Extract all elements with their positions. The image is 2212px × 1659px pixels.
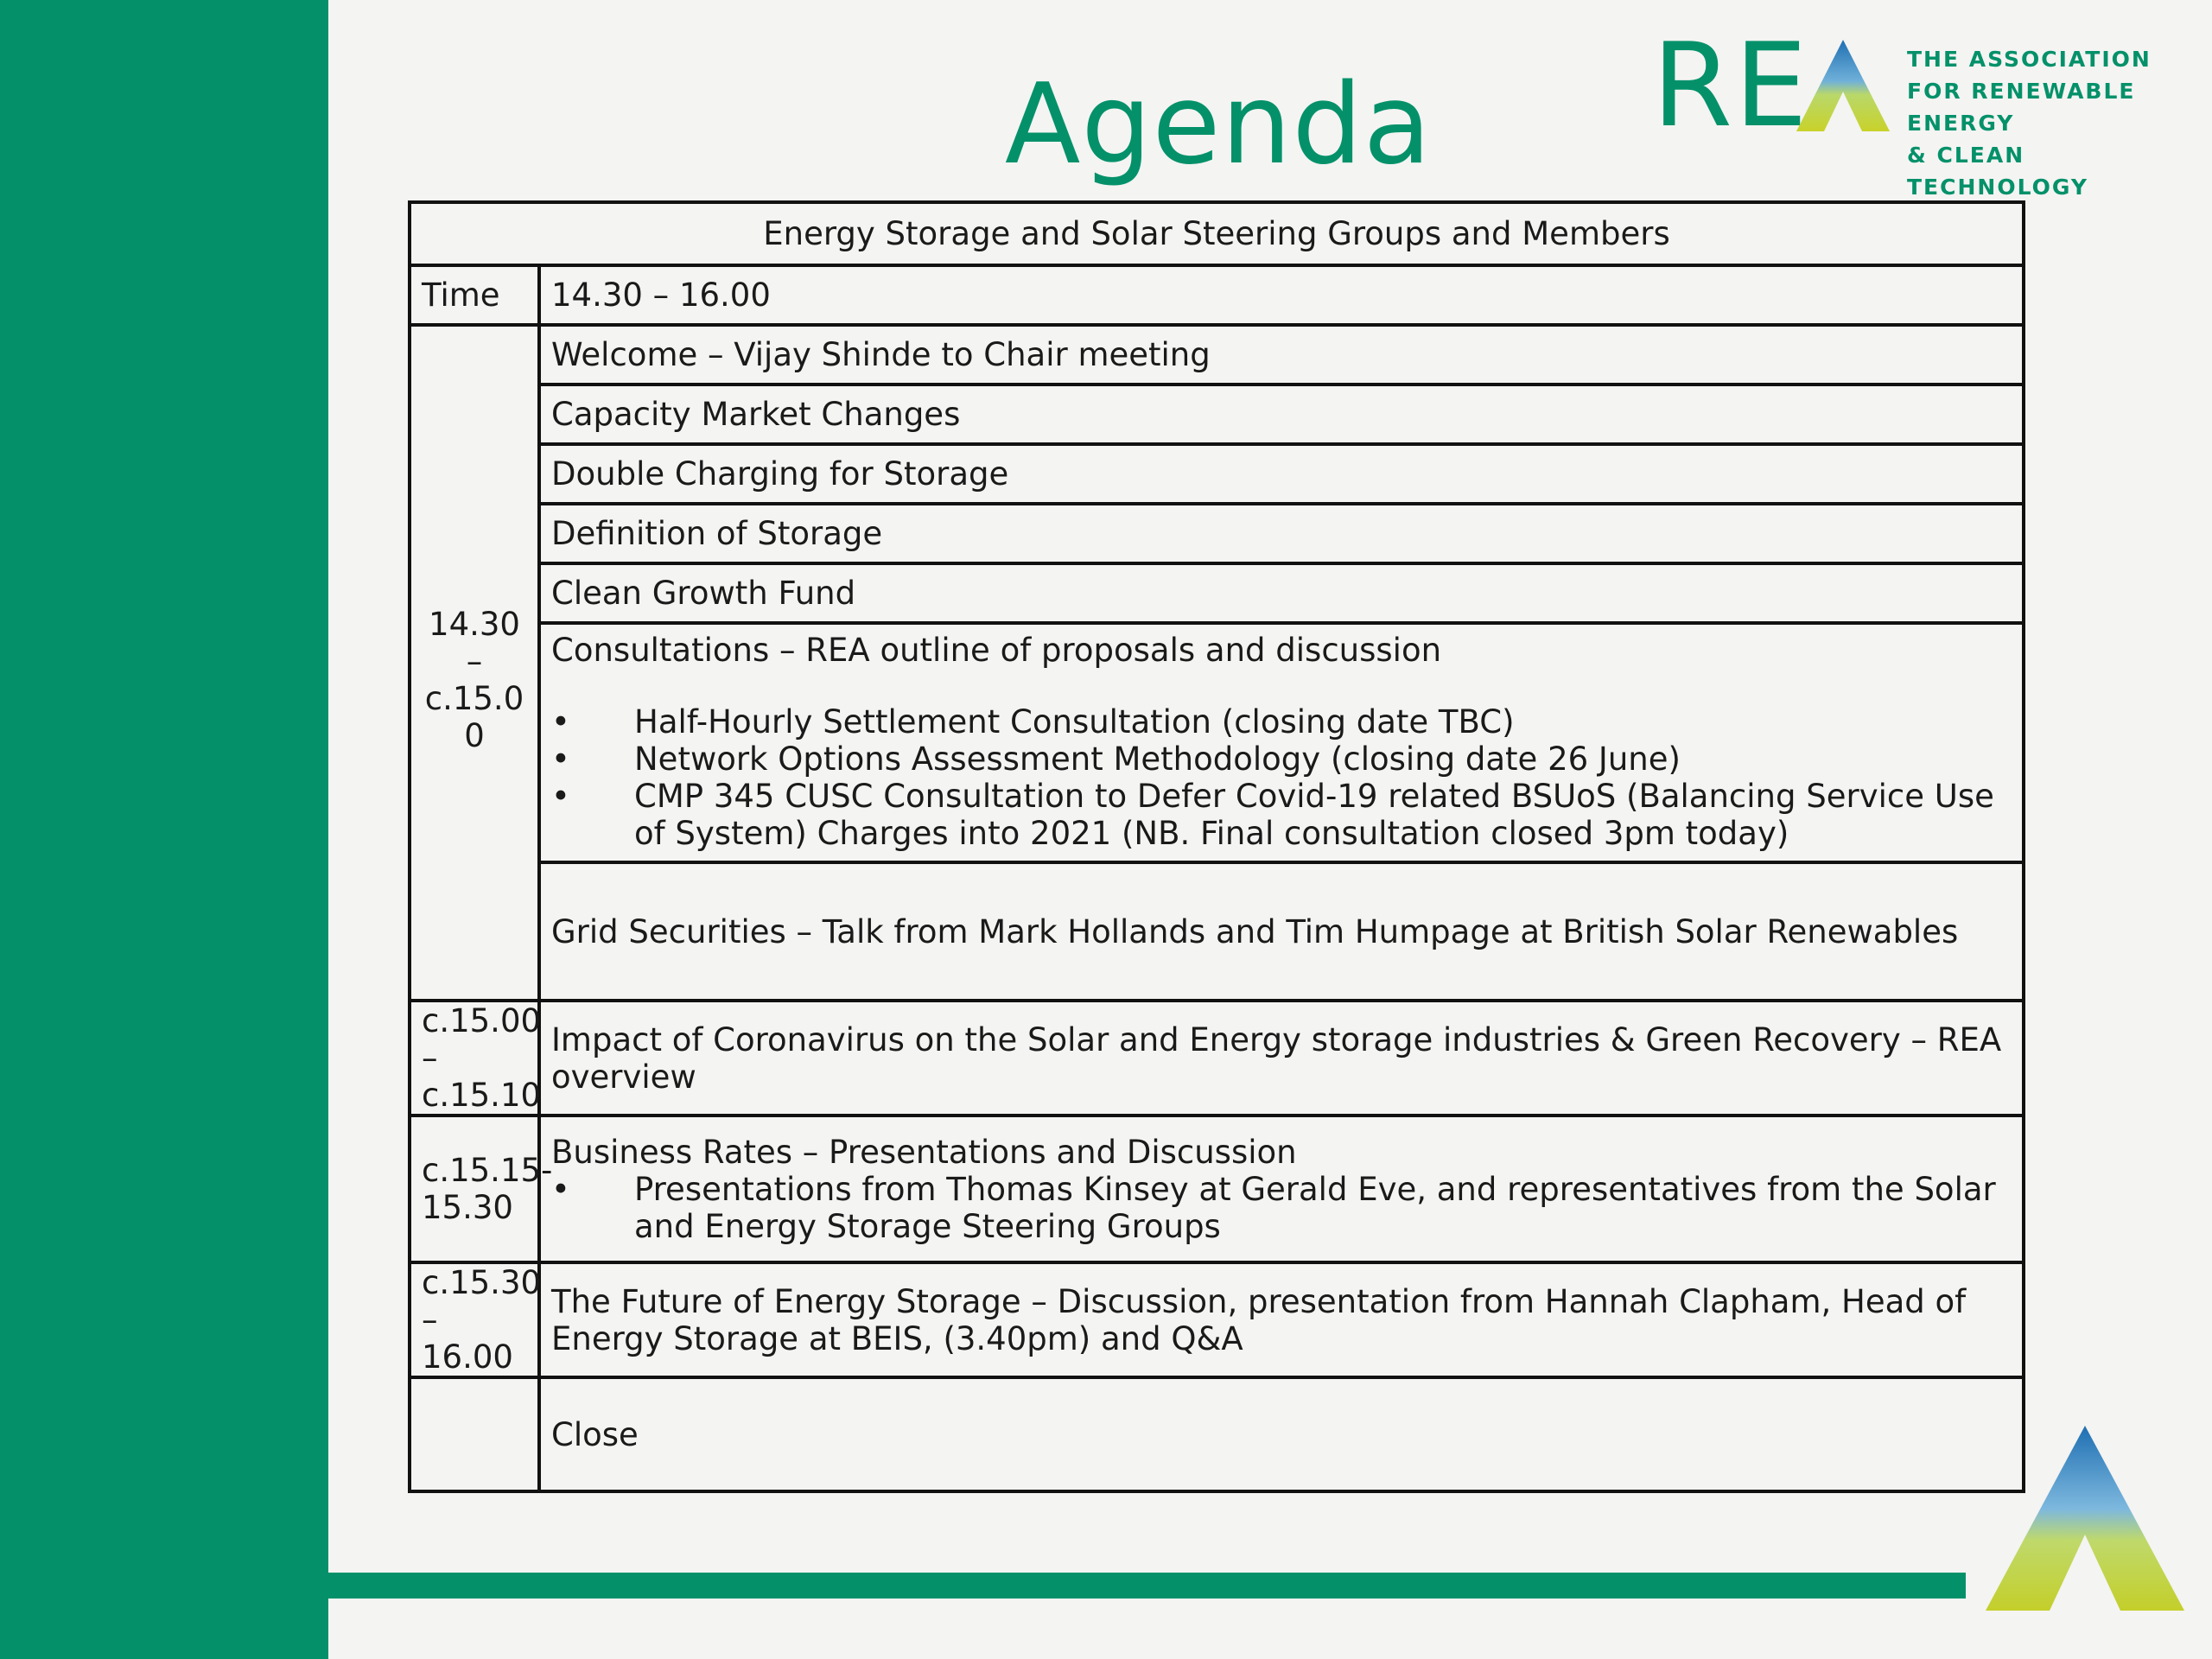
list-item: • Half-Hourly Settlement Consultation (closing date TBC)	[551, 703, 2012, 741]
time-line: 15.30	[422, 1189, 513, 1226]
time-line: c.15.00 –	[422, 1002, 542, 1077]
time-line: c.15.30 –	[422, 1264, 542, 1338]
consultation-list	[551, 703, 2012, 852]
tagline-line-3: & CLEAN TECHNOLOGY	[1907, 143, 2088, 200]
business-time	[410, 1116, 553, 1262]
page-title: Agenda	[1004, 60, 1433, 189]
agenda-item-definition: Definition of Storage	[539, 504, 2024, 563]
rea-logo	[1652, 18, 2205, 200]
corner-triangle-icon	[1984, 1424, 2186, 1612]
table-header-row	[410, 202, 2024, 265]
table-row	[410, 862, 2024, 1001]
agenda-item-business-rates	[539, 1116, 2024, 1262]
consultations-title: Consultations – REA outline of proposals and discussion	[551, 632, 1442, 669]
left-accent-bar	[0, 0, 328, 1659]
table-row	[410, 444, 2024, 504]
agenda-table	[408, 200, 2025, 1493]
close-time	[410, 1377, 539, 1491]
time-line: c.15.10	[422, 1077, 542, 1114]
block1-time-line: c.15.0	[424, 680, 524, 717]
agenda-item-clean-growth: Clean Growth Fund	[539, 563, 2024, 623]
time-line: 16.00	[422, 1338, 513, 1376]
time-label: Time	[410, 265, 539, 325]
block1-time-line: –	[466, 643, 483, 680]
logo-triangle-icon	[1795, 38, 1891, 133]
future-time	[410, 1262, 542, 1377]
table-row	[410, 1377, 2024, 1491]
agenda-item-consultations	[539, 623, 2024, 862]
table-row	[410, 504, 2024, 563]
list-item: • Network Options Assessment Methodology (closing date 26 June)	[551, 741, 2012, 778]
time-value: 14.30 – 16.00	[539, 265, 2024, 325]
table-row	[410, 623, 2024, 862]
agenda-item-impact: Impact of Coronavirus on the Solar and Energy storage industries & Green Recovery – REA overview	[539, 1001, 2024, 1116]
business-title: Business Rates – Presentations and Discussion	[551, 1133, 1297, 1171]
table-header: Energy Storage and Solar Steering Groups and Members	[410, 202, 2024, 265]
block1-time-line: 0	[464, 717, 485, 754]
table-row	[410, 385, 2024, 444]
list-item: • Presentations from Thomas Kinsey at Gerald Eve, and representatives from the Solar and Energy Storage Steering Groups	[551, 1171, 2012, 1245]
agenda-item-grid-securities: Grid Securities – Talk from Mark Hollands and Tim Humpage at British Solar Renewables	[539, 862, 2024, 1001]
tagline-line-1: THE ASSOCIATION	[1907, 47, 2152, 72]
table-row	[410, 563, 2024, 623]
table-row	[410, 1001, 2024, 1116]
table-row	[410, 1116, 2024, 1262]
agenda-item-double-charging: Double Charging for Storage	[539, 444, 2024, 504]
business-list	[551, 1171, 2012, 1245]
impact-time	[410, 1001, 542, 1116]
agenda-item-close: Close	[539, 1377, 2024, 1491]
logo-letters: RE	[1652, 18, 1809, 153]
agenda-item-welcome: Welcome – Vijay Shinde to Chair meeting	[539, 325, 2024, 385]
block1-time	[410, 325, 539, 1001]
time-line: c.15.15-	[422, 1152, 553, 1189]
table-row	[410, 325, 2024, 385]
bottom-accent-bar	[328, 1573, 1966, 1599]
table-row	[410, 1262, 2024, 1377]
list-item: • CMP 345 CUSC Consultation to Defer Covid-19 related BSUoS (Balancing Service Use of System) Charges into 2021 (NB. Final consultation closed 3pm today)	[551, 778, 2012, 852]
time-row	[410, 265, 2024, 325]
logo-tagline	[1907, 43, 2205, 203]
agenda-item-future: The Future of Energy Storage – Discussion, presentation from Hannah Clapham, Head of Energy Storage at BEIS, (3.40pm) and Q&A	[539, 1262, 2024, 1377]
agenda-item-capacity: Capacity Market Changes	[539, 385, 2024, 444]
block1-time-line: 14.30	[429, 606, 520, 643]
tagline-line-2: FOR RENEWABLE ENERGY	[1907, 79, 2136, 136]
